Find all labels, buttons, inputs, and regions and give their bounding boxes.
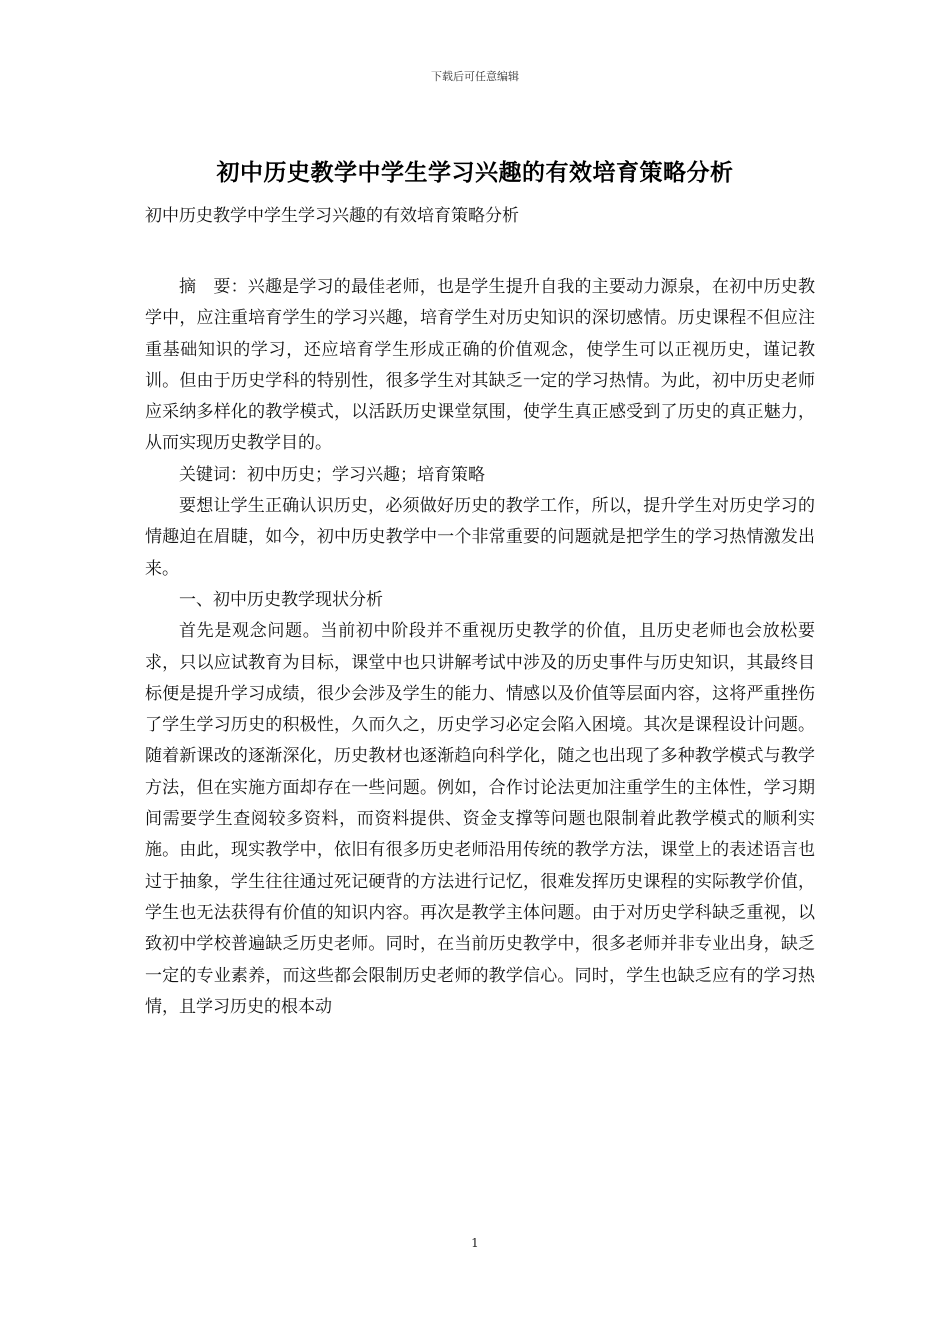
intro-paragraph: 要想让学生正确认识历史，必须做好历史的教学工作，所以，提升学生对历史学习的情趣迫在眉睫，如今，初中历史教学中一个非常重要的问题就是把学生的学习热情激发出来。 — [145, 496, 815, 579]
keywords-paragraph: 关键词：初中历史；学习兴趣；培育策略 — [179, 464, 485, 485]
document-title: 初中历史教学中学生学习兴趣的有效培育策略分析 — [216, 159, 734, 186]
section-1-paragraph: 首先是观念问题。当前初中阶段并不重视历史教学的价值，且历史老师也会放松要求，只以应试教育为目标，课堂中也只讲解考试中涉及的历史事件与历史知识，其最终目标便是提升学习成绩，很少会涉及学生的能力、情感以及价值等层面内容，这将严重挫伤了学生学习历史的积极性，久而久之，历史学习必定会陷入困境。其次是课程设计问题。随着新课改的逐渐深化，历史教材也逐渐趋向科学化，随之也出现了多种教学模式与教学方法，但在实施方面却存在一些问题。例如，合作讨论法更加注重学生的主体性，学习期间需要学生查阅较多资料，而资料提供、资金支撑等问题也限制着此教学模式的顺利实施。由此，现实教学中，依旧有很多历史老师沿用传统的教学方法，课堂上的表述语言也过于抽象，学生往往通过死记硬背的方法进行记忆，很难发挥历史课程的实际教学价值，学生也无法获得有价值的知识内容。再次是教学主体问题。由于对历史学科缺乏重视，以致初中学校普遍缺乏历史老师。同时，在当前历史教学中，很多老师并非专业出身，缺乏一定的专业素养，而这些都会限制历史老师的教学信心。同时，学生也缺乏应有的学习热情，且学习历史的根本动 — [145, 621, 815, 1017]
section-heading-1: 一、初中历史教学现状分析 — [179, 589, 383, 610]
page-number: 1 — [471, 1236, 479, 1250]
document-subtitle: 初中历史教学中学生学习兴趣的有效培育策略分析 — [145, 206, 519, 226]
abstract-paragraph: 摘 要：兴趣是学习的最佳老师，也是学生提升自我的主要动力源泉，在初中历史教学中，应注重培育学生的学习兴趣，培育学生对历史知识的深切感情。历史课程不但应注重基础知识的学习，还应培育学生形成正确的价值观念，使学生可以正视历史，谨记教训。但由于历史学科的特别性，很多学生对其缺乏一定的学习热情。为此，初中历史老师应采纳多样化的教学模式，以活跃历史课堂氛围，使学生真正感受到了历史的真正魅力，从而实现历史教学目的。 — [145, 277, 815, 454]
document-body — [145, 272, 815, 1023]
page-header-note: 下载后可任意编辑 — [431, 70, 519, 83]
